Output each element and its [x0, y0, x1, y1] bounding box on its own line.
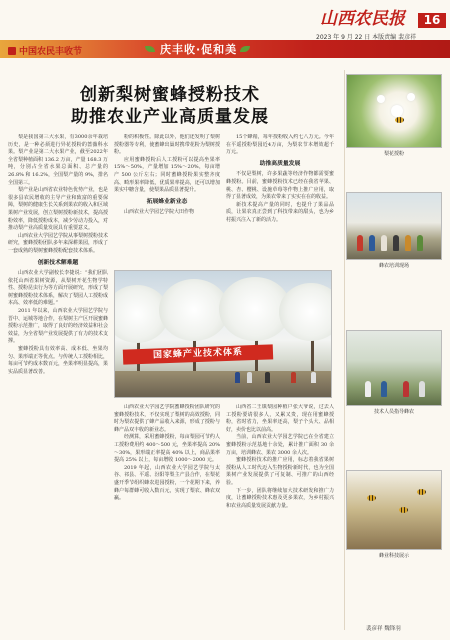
person-figure — [405, 235, 411, 251]
bee-icon — [399, 507, 408, 513]
bee-icon — [367, 495, 376, 501]
paragraph: 蜜蜂授粉技术的推广应用，标志着我省果树授粉从人工时代迈入生物授粉新时代，也为全国果树产业发展提供了可复制、可推广的山西经验。 — [226, 457, 334, 486]
person-figure — [381, 381, 387, 397]
photo-caption: 梨花授粉 — [383, 151, 404, 157]
paragraph: 蜜蜂授粉具有效率高、成本低、坐果均匀、果形端正等优点。与传统人工授粉相比，每亩可节约成本数百元，坐果率明显提高，果实品质显著改善。 — [8, 346, 108, 375]
page-number: 16 — [418, 13, 446, 28]
photo-field-guidance — [346, 330, 442, 406]
paragraph: 梨产业是山西省农业特色优势产业，也是很多县农民增收的主导产业和致富的重要保障，梨树的健康生长关系到果农的收入和区域果树产业发展，创立梨树授粉新技术，提高授粉效率，降低授粉成本，减少劳动力投入，对推动梨产业高质量发展具有重要意义。 — [8, 187, 108, 232]
article-column-2-lower — [114, 404, 220, 632]
article-column-3-lower — [226, 404, 334, 622]
person-figure — [235, 372, 240, 383]
photo-caption: 技术人员指导蜂农 — [373, 409, 414, 415]
photo-caption: 蜂业科技展示 — [378, 553, 409, 559]
paragraph: 不仅是梨树，许多果蔬等经济作物都需要蜜蜂授粉。目前，蜜蜂授粉技术已经在我省苹果、桃、杏、樱桃、设施草莓等作物上推广应用，取得了显著成效，为果农带来了实实在在的收益。 — [226, 171, 334, 201]
article-column-3 — [226, 134, 334, 266]
person-figure — [393, 235, 399, 251]
person-figure — [311, 372, 316, 383]
person-figure — [381, 235, 387, 251]
paragraph: 山西农业大学副校长李捷说：“我们团队依托山西省果树资源，从梨树开花生物学特性、授粉昆虫行为等方面开展研究，形成了梨树蜜蜂授粉技术体系，解决了梨园人工授粉成本高、效率低的难题。” — [8, 270, 108, 307]
article-column-2 — [114, 134, 220, 266]
paragraph: 经测算，采用蜜蜂授粉，每亩梨园可节约人工授粉费用约 400～500 元，坐果率提高 20%～30%，果形端正率提高 40% 以上，商品果率提高 25% 以上，每亩增收 1000～2000 元。 — [114, 434, 220, 464]
person-figure — [419, 381, 425, 397]
main-photo-pear-orchard — [114, 270, 332, 398]
paragraph: 新技术提高产量的同时，也提升了果品品质，让果农真正尝到了科技带来的甜头，也为乡村振兴注入了新的活力。 — [226, 201, 334, 223]
person-figure — [357, 235, 363, 251]
paragraph: 山西农业大学园艺学院大田作物 — [124, 209, 195, 216]
orchard-ground — [115, 371, 331, 397]
subheading: 助推高质量发展 — [259, 160, 301, 167]
person-figure — [369, 235, 375, 251]
paragraph: 下一步，团队将继续加大技术研发和推广力度，让蜜蜂授粉技术惠及更多果农，为乡村振兴和农业高质量发展贡献力量。 — [226, 487, 334, 509]
subheading: 拓展蜂业新业态 — [146, 198, 188, 205]
article-column-1 — [8, 134, 108, 634]
paragraph: 梨是我国第三大水果，有3000余年栽培历史，是一种必须进行异花授粉的蔷薇科水果。梨产业是第二大水果产业，截至2022年全省梨种植面积 136.2 万亩，产量 168.3 万吨，分别占全省水果总面积、总产量的 26.8% 和 16.2%，全国梨产量的 9%，排名全国第三。 — [8, 134, 108, 186]
paragraph: 15个蜂箱，每年授粉收入约七八万元。今年在平遥授粉梨园近4万亩，为梨农节本增效超千万元。 — [226, 134, 334, 156]
photo-pear-blossom-bee — [346, 74, 442, 148]
paragraph: 山西省二王镇梨园种植户张大爷说，过去人工授粉要请很多人，又累又贵，现在用蜜蜂授粉，省时省力，坐果率还高，梨子个头大、品相好，卖价也比以前高。 — [226, 404, 334, 433]
paragraph: 山西农业大学园艺学院从事梨树授粉技术研究，蜜蜂授粉团队多年来深耕果园，形成了一套成熟的梨树蜜蜂授粉配套技术体系。 — [8, 232, 108, 254]
banner-text: 国家蜂产业技术体系 — [123, 344, 273, 364]
masthead — [0, 0, 450, 60]
subheading: 创新技术解难题 — [37, 259, 79, 266]
headline-line-1: 创新梨树蜜蜂授粉技术 — [80, 85, 260, 105]
column-tag-label: 中国农民丰收节 — [19, 47, 83, 57]
paragraph: 应用蜜蜂授粉后人工授粉可以提高坐果率 15%～50%，产量增加 15%～20%，每亩增产 500 公斤左右；同时蜜蜂授粉果实整齐度高、畸形果率降低，优质果率提高，还可以增加果实中糖含量，使梨果品质显著提升。 — [114, 156, 220, 194]
column-divider — [344, 70, 345, 630]
headline-line-2: 助推农业产业高质量发展 — [71, 107, 269, 127]
blossom-tree — [279, 283, 332, 341]
paragraph: 2019 年起，山西农业大学园艺学院与太谷、祁县、平遥、汾阳等梨主产县合作，在梨花盛开季节组织蜂农进园授粉，一个花期下来，养蜂户每群蜂可收入数百元，实现了梨农、蜂农双赢。 — [114, 464, 220, 502]
photo-beekeeping-display — [346, 470, 442, 550]
person-figure — [265, 372, 270, 383]
paper-logo: 山西农民报 — [320, 9, 405, 29]
flower-icon — [391, 105, 403, 117]
column-tag — [8, 44, 82, 57]
tag-square-icon — [8, 47, 16, 55]
paragraph: 当前，山西农业大学园艺学院已在全省建立蜜蜂授粉示范基地十余处，累计推广面积 30 余万亩，培训蜂农、果农 3000 余人次。 — [226, 434, 334, 456]
person-figure — [291, 372, 296, 383]
paragraph: 粉的积极性。除此以外，他们还发明了梨树授粉器等专利，使蜜蜂出巢时携带花粉为梨树授粉。 — [114, 134, 220, 156]
author-signature: 裴彦祥 魏锋羽 — [366, 626, 401, 632]
person-figure — [403, 381, 409, 397]
headline — [20, 84, 320, 128]
person-figure — [247, 372, 252, 383]
section-title: 庆丰收·促和美 — [160, 43, 238, 56]
bee-icon — [417, 489, 426, 495]
paragraph: 山西农业大学园艺学院蜜蜂授粉团队研究的蜜蜂授粉技术，不仅实现了梨树的高效授粉，同时为梨农提供了蜂产品收入来源，形成了授粉与蜂产品双丰收的新业态。 — [114, 404, 220, 433]
flower-icon — [377, 95, 385, 103]
bee-icon — [395, 117, 404, 123]
photo-training-group — [346, 192, 442, 260]
photo-caption: 蜂农培训现场 — [378, 263, 409, 269]
flower-icon — [407, 93, 415, 101]
person-figure — [365, 381, 371, 397]
person-figure — [417, 235, 423, 251]
paragraph: 2011 年以来，山西农业大学园艺学院与晋中、运城等地合作，在梨树主产区开展蜜蜂授粉示范推广，取得了良好的经济效益和社会效益，为全省梨产业发展提供了有力的技术支撑。 — [8, 308, 108, 345]
date-line: 2023 年 9 月 22 日 本版责编 裴彦祥 — [316, 34, 417, 41]
